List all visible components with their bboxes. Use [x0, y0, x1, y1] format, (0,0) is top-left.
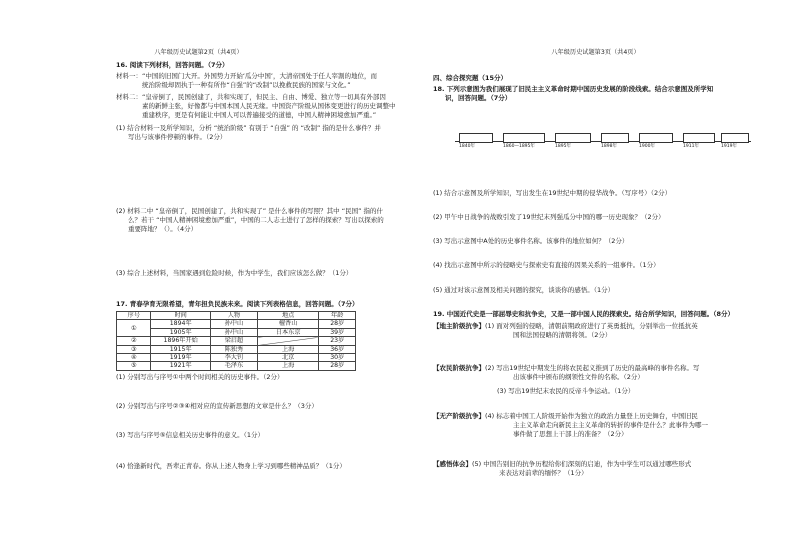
q16-m2-line2: 素的新鲜主张，好像都与中国本国人民无缘。中国资产阶级从国体变更进行的历史调整中	[142, 102, 396, 110]
timeline-label: 1840年	[459, 144, 475, 149]
table-row	[117, 328, 356, 336]
table-cell: 39岁	[319, 328, 356, 336]
table-cell: 1921年	[151, 362, 210, 370]
q19-t1-line1: (1) 面对列强的侵略，清朝前期政府进行了英勇抵抗，分别举出一位抵抗英	[485, 322, 698, 330]
q16-material2	[116, 93, 396, 120]
q17-title: 17. 青春孕育无限希望，青年担负民族未来。阅读下列表格信息，回答问题。（7分）	[116, 300, 359, 308]
q18-title-line2: 识，回答问题。（7分）	[445, 94, 512, 102]
table-header-cell: 年龄	[319, 312, 356, 320]
q18-sub5: (5) 通过对该示意图及相关问题的探究，谈谈你的感悟。（1分）	[433, 286, 615, 294]
table-cell: ③	[117, 345, 151, 353]
q16-sub2-line1: (2) 材料二中 “皇帝倒了，民国创建了，共和实现了” 是什么事件的写照？其中 “民国” 指的什	[116, 207, 384, 215]
table-cell: 上海	[257, 345, 319, 353]
q19-tag-landlord: 【地主阶级抗争】	[433, 322, 485, 330]
q18-title	[433, 85, 763, 103]
table-cell: ④	[117, 354, 151, 362]
q19-tag-proletariat: 【无产阶级抗争】	[433, 412, 485, 420]
q19-part4	[433, 460, 763, 478]
q19-t4-line1: (4) 标志着中国工人阶级开始作为独立的政治力量登上历史舞台，中国旧民	[485, 412, 698, 420]
q18-timeline-diagram	[455, 127, 751, 161]
q19-t1-line2: 国和法国侵略的清朝将领。（2分）	[513, 331, 612, 339]
q19-part2	[433, 364, 763, 382]
q17-sub4: (4) 恰逢新时代，吾辈正青春。你从上述人物身上学习到哪些精神品质？（1分）	[116, 462, 346, 470]
q19-part1	[433, 322, 763, 340]
timeline-event-box	[555, 133, 591, 143]
q19-t2-line1: (2) 写出19世纪中期发生的将农民起义推到了历史的最高峰的事件名称。写	[485, 364, 700, 372]
q19-title: 19. 中国近代史是一部屈辱史和抗争史，又是一部中国人民的探索史。结合所学知识，回答问题。（8分）	[433, 310, 735, 318]
q19-part3	[433, 412, 763, 439]
table-cell: 1919年	[151, 354, 210, 362]
left-page-header: 八年级历史试题第2页（共4页）	[154, 49, 243, 56]
q17-sub3: (3) 写出与序号⑤信息相关历史事件的意义。（1分）	[116, 431, 264, 439]
q18-sub3: (3) 写出示意图中A处的历史事件名称。该事件的地位如何？（2分）	[433, 237, 629, 245]
timeline-label: 1919年	[721, 144, 737, 149]
table-row	[117, 345, 356, 353]
q16-sub2	[116, 207, 396, 234]
q16-sub1-line2: 写出与该事件停顿的事件。（2分）	[128, 133, 227, 141]
q19-t5-line2: 来表达对前辈的缅怀？（1分）	[499, 469, 588, 477]
table-cell: 1905年	[151, 328, 210, 336]
timeline-label: 1900年	[639, 144, 655, 149]
q18-sub4: (4) 找出示意图中所示的侵略史与探索史有直接的因果关系的一组事件。（1分）	[433, 261, 660, 269]
timeline-label: 1895年	[555, 144, 571, 149]
table-cell: 李大钊	[210, 354, 257, 362]
table-row	[117, 337, 356, 345]
q16-m1-label: 材料一：	[116, 72, 142, 80]
q16-m1-line2: 统治阶级却固执于一种有所作“自强”的“改制”以挽救民族的国家与文化。”	[142, 81, 351, 89]
q18-title-line1: 18. 下列示意图为我们展现了旧民主主义革命时期中国历史发展的阶段线索。结合示意图及所学知	[433, 85, 714, 93]
table-cell: 36岁	[319, 345, 356, 353]
table-cell-empty-diagonal	[257, 337, 319, 345]
section4-title: 四、综合探究题（15分）	[433, 74, 508, 82]
q16-sub3: (3) 综合上述材料，当国家遇到危险时候，作为中学生，我们应该怎么做？（1分）	[116, 269, 353, 277]
q17-table	[116, 311, 356, 371]
table-cell: 日本东京	[257, 328, 319, 336]
q19-t5-line1: (5) 中国告别旧的抗争历程给你们深刻的启迪，作为中学生可以通过哪些形式	[472, 460, 692, 468]
timeline-label: 1860—1895年	[503, 144, 535, 149]
table-header-cell: 序号	[117, 312, 151, 320]
table-cell: 上海	[257, 362, 319, 370]
table-cell: ②	[117, 337, 151, 345]
table-cell: 陈独秀	[210, 345, 257, 353]
q17-sub2: (2) 分别写出与序号②③④相对应的宣传新思想的文章是什么？（3分）	[116, 402, 318, 410]
q16-material1	[116, 72, 396, 90]
q19-tag-peasant: 【农民阶级抗争】	[433, 364, 485, 372]
q16-m2-line1: “皇帝倒了，民国创建了，共和实现了，但民主、自由、博爱、独立等一切具有外部因	[142, 93, 386, 101]
q16-sub2-line2: 么？若干 “中国人精神困境愈加严重”，中国的二人志士进行了怎样的探索？写出以探索的	[128, 216, 384, 224]
table-row	[117, 362, 356, 370]
table-cell: 梁启超	[210, 337, 257, 345]
q16-sub1-line1: (1) 结合材料一及所学知识，分析 “统治阶级” 有别于 “自强” 的 “改制” 指的是什么事件？并	[116, 124, 381, 132]
table-cell: 30岁	[319, 354, 356, 362]
q17-sub1: (1) 分别写出与序号①中两个时间相关的历史事件。（2分）	[116, 373, 284, 381]
timeline-event-box	[639, 133, 673, 143]
q18-sub1: (1) 结合示意图及所学知识，写出发生在19世纪中期的侵华战争。（写序号）（2分）	[433, 189, 672, 197]
table-cell: 檀香山	[257, 320, 319, 328]
table-cell: ①	[117, 320, 151, 337]
q16-m2-label: 材料二：	[116, 93, 142, 101]
table-header-cell: 地点	[257, 312, 319, 320]
q16-sub2-line3: 重要阵地？（）。（4分）	[128, 225, 198, 233]
table-cell: 北京	[257, 354, 319, 362]
table-cell: 28岁	[319, 320, 356, 328]
timeline-event-box	[601, 133, 629, 143]
table-row	[117, 354, 356, 362]
table-header-cell: 人物	[210, 312, 257, 320]
table-row	[117, 320, 356, 328]
q19-t4-line3: 事件做了思想上干部上的准备？（2分）	[513, 430, 628, 438]
timeline-event-box	[683, 133, 715, 143]
q19-t4-line2: 主主义革命走向新民主主义革命的转折的事件是什么？此事件为哪一	[513, 421, 708, 429]
table-cell: 28岁	[319, 362, 356, 370]
table-cell: 1896年开始	[151, 337, 210, 345]
table-cell: 23岁	[319, 337, 356, 345]
table-cell: 毛泽东	[210, 362, 257, 370]
timeline-event-box	[721, 133, 749, 143]
q16-sub1	[116, 124, 396, 142]
q16-m2-line3: 重建秩序，更是有何能让中国人可以普遍接受的道德，中国人精神困境愈加严重。”	[142, 111, 377, 119]
table-cell: 1915年	[151, 345, 210, 353]
table-header-row	[117, 312, 356, 320]
timeline-event-box	[459, 133, 493, 143]
right-page-header: 八年级历史试题第3页（共4页）	[551, 49, 640, 56]
table-header-cell: 时间	[151, 312, 210, 320]
q19-t3: (3) 写出19世纪末农民的反帝斗争运动。（1分）	[497, 387, 635, 395]
table-cell: ⑤	[117, 362, 151, 370]
q18-sub2: (2) 甲午中日战争的战败引发了19世纪末列强瓜分中国的哪一历史现象？（2分）	[433, 213, 665, 221]
q19-t2-line2: 出该事件中颁布的纲领性文件的名称。（2分）	[513, 373, 644, 381]
timeline-event-box	[503, 133, 545, 143]
table-cell: 孙中山	[210, 328, 257, 336]
q16-m1-line1: “中国的旧国门大开。外国势力开始‘瓜分中国’，大清帝国处于任人宰割的地位，而	[142, 72, 377, 80]
table-cell: 孙中山	[210, 320, 257, 328]
table-cell: 1894年	[151, 320, 210, 328]
q19-tag-reflection: 【感悟体会】	[433, 460, 472, 468]
q16-title: 16. 阅读下列材料，回答问题。（7分）	[116, 61, 229, 69]
timeline-label: 1898年	[601, 144, 617, 149]
timeline-label: 1911年	[683, 144, 699, 149]
